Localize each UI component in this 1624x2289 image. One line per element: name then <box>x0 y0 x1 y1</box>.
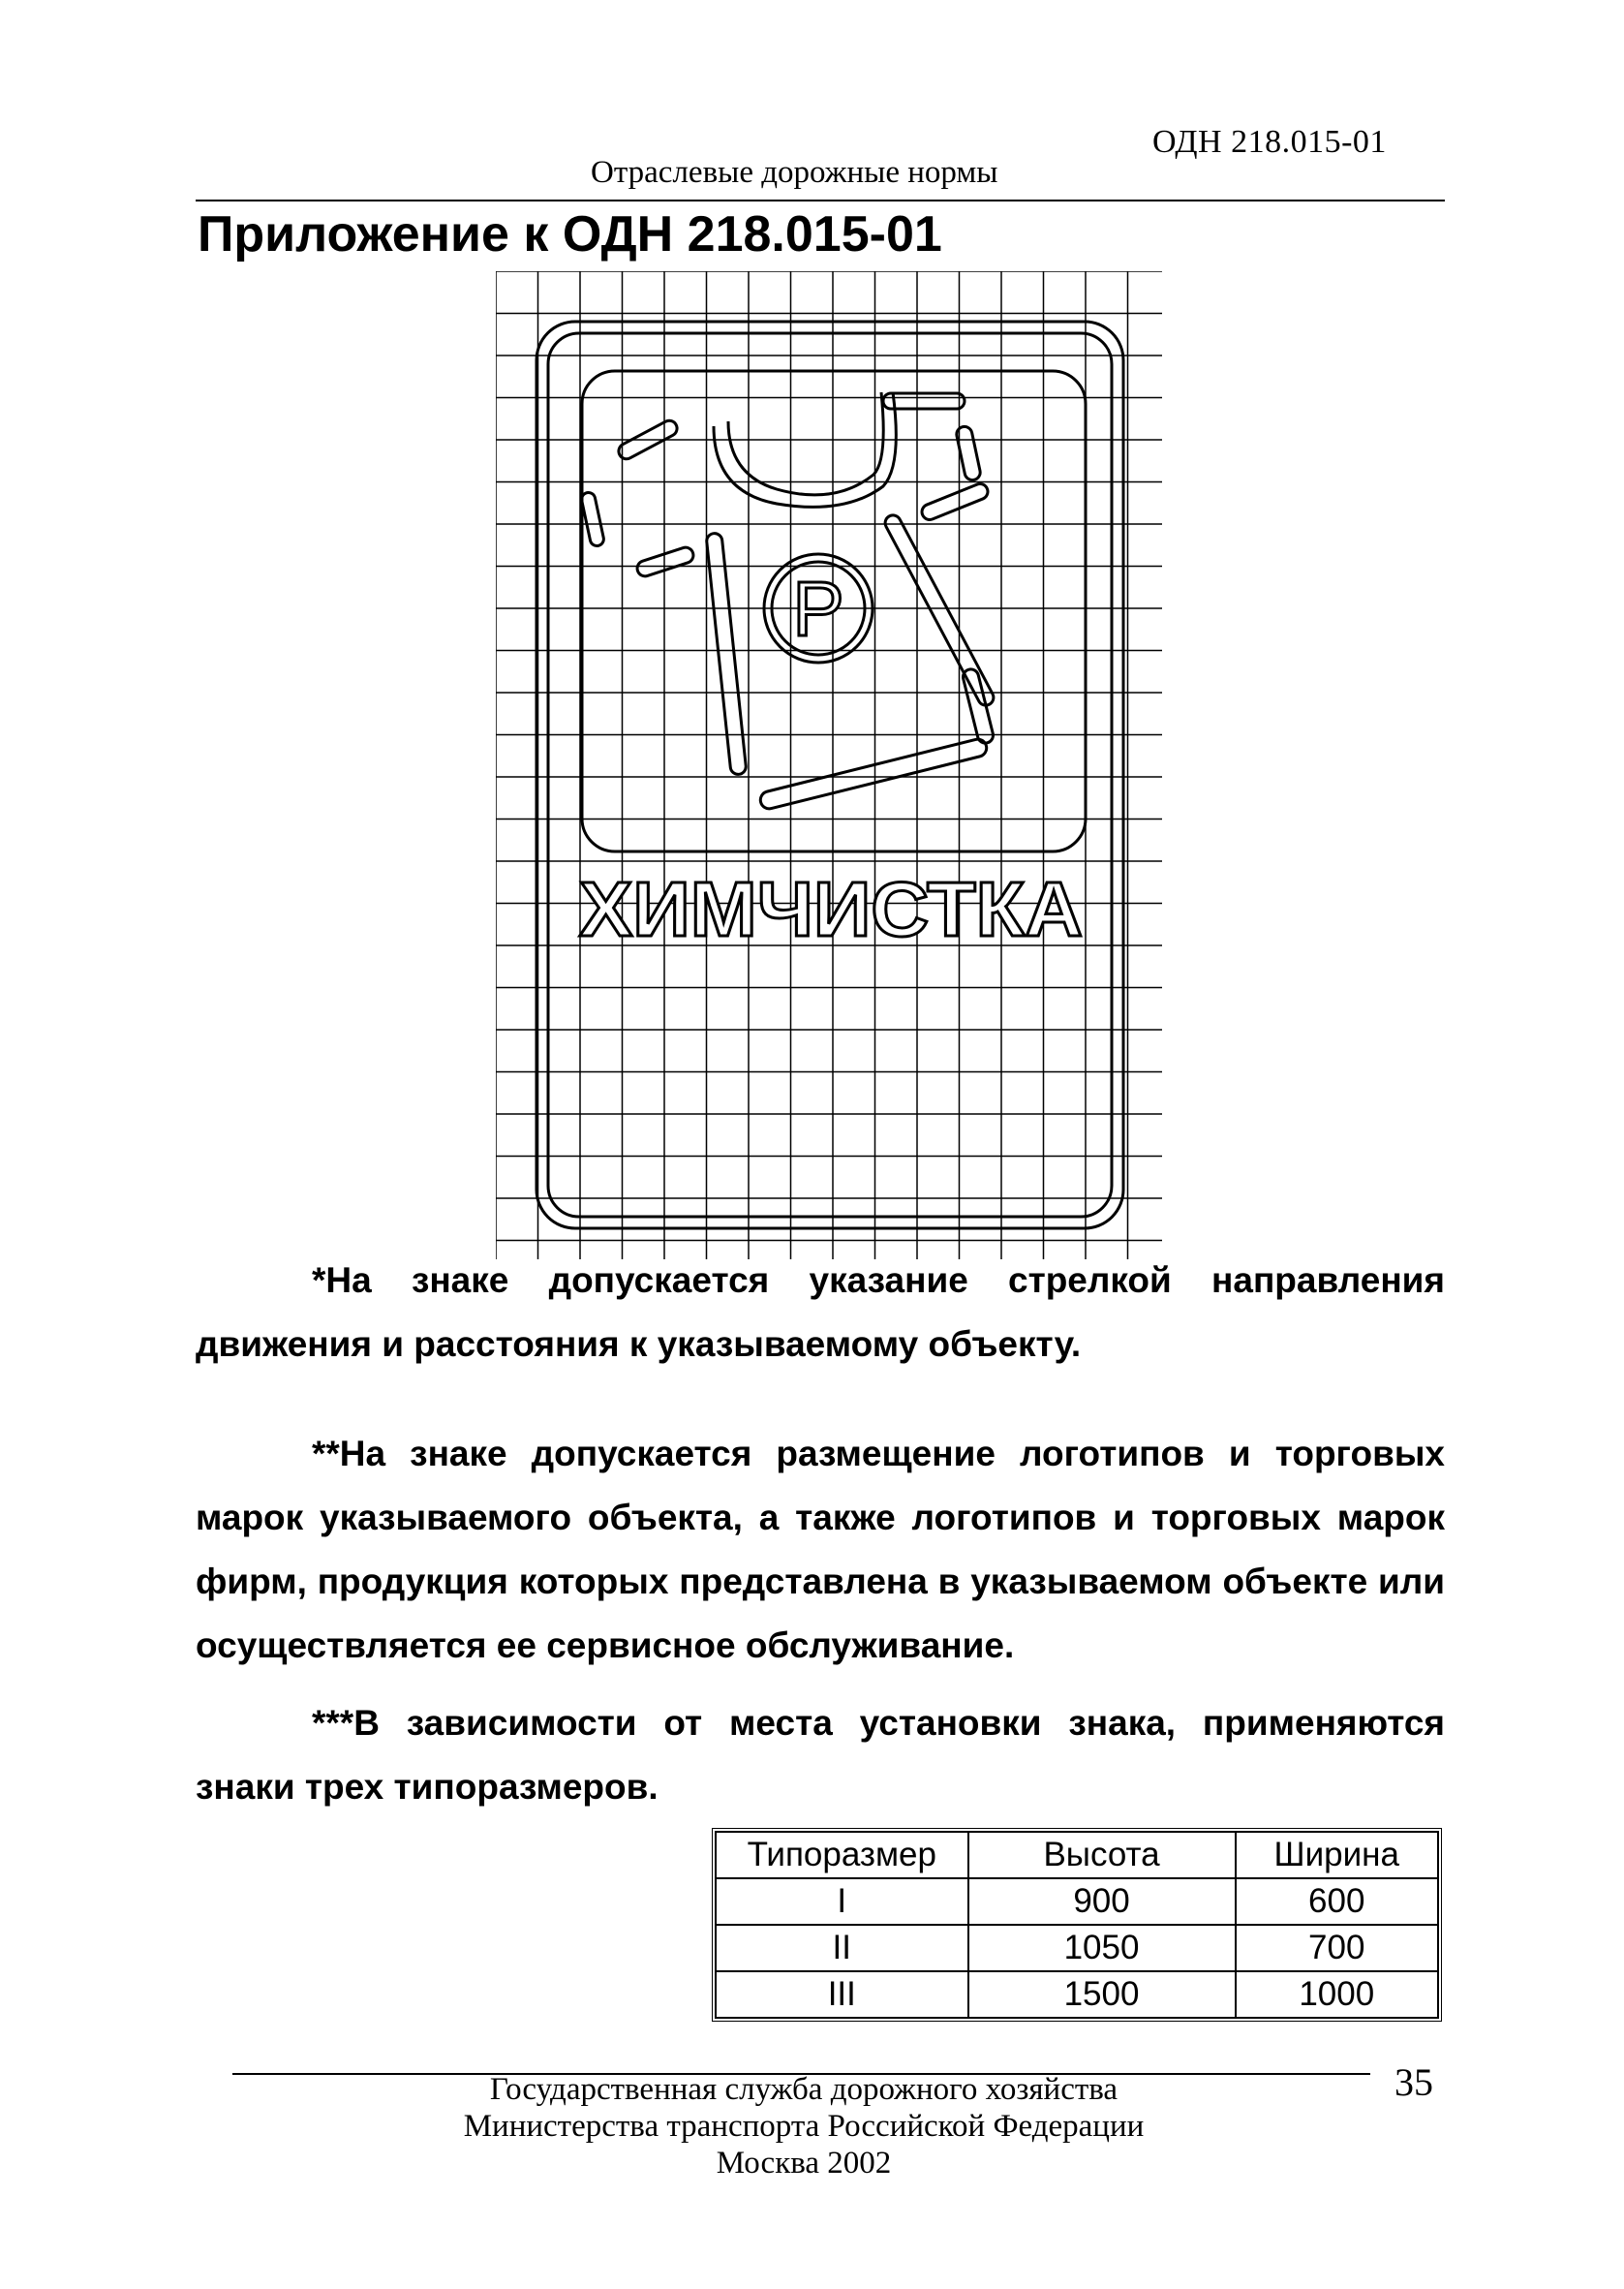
footer-line: Министерства транспорта Российской Федерации <box>463 2109 1145 2144</box>
column-header: Типоразмер <box>716 1832 968 1878</box>
note-logos: **На знаке допускается размещение логотипов и торговых марок указываемого объекта, а также логотипов и торговых марок фирм, продукция которых представлена в указываемом объекте или осуществляется ее сервисное обслуживание. <box>196 1434 1445 1665</box>
sign-parking-symbol: P <box>792 566 844 652</box>
footer-organization <box>349 2071 1259 2181</box>
note-sizes: ***В зависимости от места установки знака, применяются знаки трех типоразмеров. <box>196 1703 1445 1807</box>
table-cell: 600 <box>1236 1878 1438 1925</box>
table-cell: 1050 <box>968 1925 1236 1971</box>
table-cell: 1500 <box>968 1971 1236 2018</box>
sign-drawing <box>496 271 1162 1259</box>
appendix-title: Приложение к ОДН 218.015-01 <box>198 206 942 263</box>
table-cell: 700 <box>1236 1925 1438 1971</box>
column-header: Высота <box>968 1832 1236 1878</box>
header-rule <box>196 200 1445 201</box>
table-cell: III <box>716 1971 968 2018</box>
column-header: Ширина <box>1236 1832 1438 1878</box>
footer-line: Москва 2002 <box>716 2146 892 2181</box>
dry-cleaning-shirt-parking-icon <box>580 392 996 811</box>
table-cell: 1000 <box>1236 1971 1438 2018</box>
page-number: 35 <box>1394 2060 1433 2104</box>
note-arrow-direction: *На знаке допускается указание стрелкой направления движения и расстояния к указываемому объекту. <box>196 1260 1445 1364</box>
document-series: Отраслевые дорожные нормы <box>591 155 998 190</box>
size-table <box>715 1831 1439 2019</box>
grid <box>496 271 1162 1259</box>
table-row <box>716 1878 1438 1925</box>
sign-caption: ХИМЧИСТКА <box>579 866 1083 952</box>
table-cell: II <box>716 1925 968 1971</box>
table-header-row <box>716 1832 1438 1878</box>
table-row <box>716 1971 1438 2018</box>
table-cell: 900 <box>968 1878 1236 1925</box>
table-cell: I <box>716 1878 968 1925</box>
document-code: ОДН 218.015-01 <box>1152 124 1387 160</box>
table-row <box>716 1925 1438 1971</box>
footer-line: Государственная служба дорожного хозяйства <box>489 2072 1118 2107</box>
